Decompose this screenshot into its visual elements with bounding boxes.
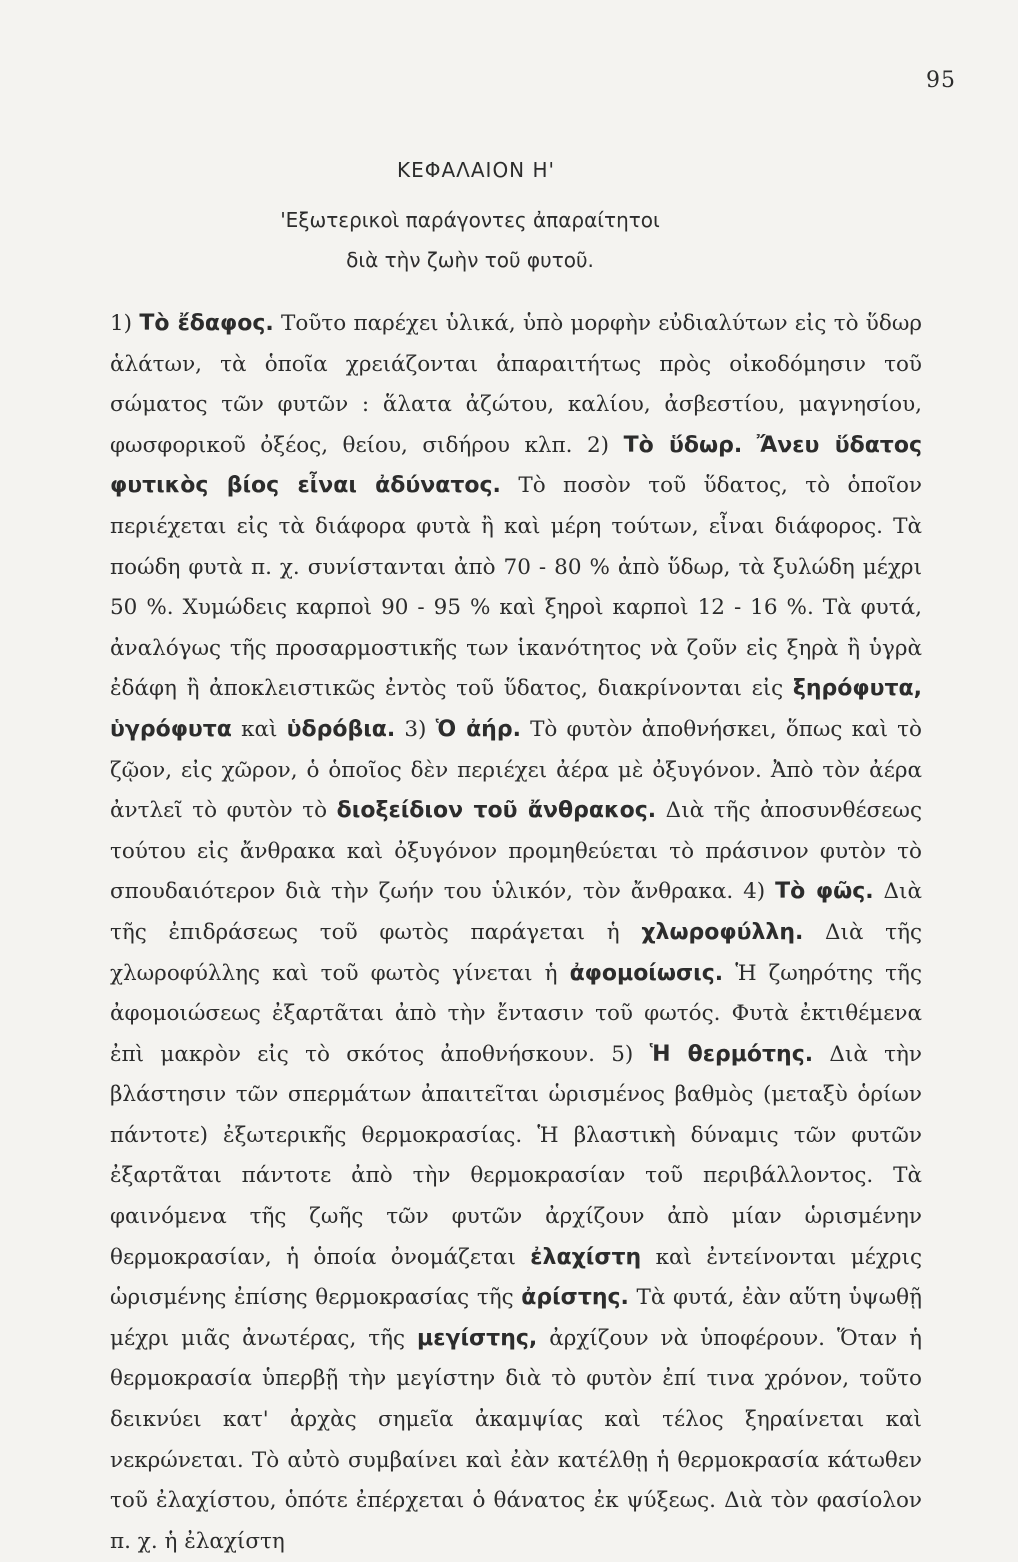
section-5-text-3: Τὰ φυτά, ἐὰν αὕτη ὑψωθῇ μέχρι μιᾶς ἀνωτέρας, τῆς bbox=[110, 1285, 922, 1351]
section-5-term-maximum: μεγίστης, bbox=[417, 1325, 538, 1351]
section-2-term-aquatic: ὑδρόβια. bbox=[286, 716, 396, 742]
section-3-term-co2: διοξείδιον τοῦ ἄνθρακος. bbox=[336, 798, 657, 824]
section-2-heading: Τὸ ὕδωρ. bbox=[623, 432, 743, 458]
section-2-term-dry-wet: ξηρόφυτα, ὑγρόφυτα bbox=[110, 676, 922, 742]
section-3-text: Τὸ φυτὸν ἀποθνήσκει, ὅπως καὶ τὸ ζῷον, εἰς χῶρον, ὁ ὁποῖος δὲν περιέχει ἀέρα μὲ ὀξυγόνον. Ἀπὸ τὸν ἀέρα ἀντλεῖ τὸ φυτὸν τὸ bbox=[110, 716, 922, 824]
section-5-number: 5) bbox=[611, 1041, 650, 1067]
section-1-number: 1) bbox=[110, 311, 140, 336]
section-1-heading: Τὸ ἔδαφος. bbox=[139, 311, 274, 336]
section-4-heading: Τὸ φῶς. bbox=[775, 879, 874, 905]
section-2-text: Τὸ ποσὸν τοῦ ὕδατος, τὸ ὁποῖον περιέχεται εἰς τὰ διάφορα φυτὰ ἢ καὶ μέρη τούτων, εἶναι διάφορος. Τὰ ποώδη φυτὰ π. χ. συνίστανται ἀπὸ 70 - 80 % ἀπὸ ὕδωρ, τὰ ξυλώδη μέχρι 50 %. Χυμώδεις καρποὶ 90 - 95 % καὶ ξηροὶ καρποὶ 12 - 16 %. Τὰ φυτά, ἀναλόγως τῆς προσαρμοστικῆς των ἱκανότητος νὰ ζοῦν εἰς ξηρὰ ἢ ὑγρὰ ἐδάφη ἢ ἀποκλειστικῶς ἐντὸς τοῦ ὕδατος, διακρίνονται εἰς bbox=[110, 473, 922, 702]
section-4-term-assimilation: ἀφομοίωσις. bbox=[569, 960, 724, 986]
section-1-text: Τοῦτο παρέχει ὑλικά, ὑπὸ μορφὴν εὐδιαλύτων εἰς τὸ ὕδωρ ἁλάτων, τὰ ὁποῖα χρειάζονται ἀπαραιτήτως πρὸς οἰκοδόμησιν τοῦ σώματος τῶν φυτῶν : ἅλατα ἀζώτου, καλίου, ἀσβεστίου, μαγνησίου, φωσφορικοῦ ὀξέος, θείου, σιδήρου κλπ. bbox=[110, 311, 922, 458]
body-paragraph bbox=[110, 304, 922, 1562]
chapter-subtitle-line-1: 'Εξωτερικοὶ παράγοντες ἀπαραίτητοι bbox=[280, 208, 660, 232]
section-5-text: Διὰ τὴν βλάστησιν τῶν σπερμάτων ἀπαιτεῖται ὡρισμένος βαθμὸς (μεταξὺ ὁρίων πάντοτε) ἐξωτερικῆς θερμοκρασίας. Ἡ βλαστικὴ δύναμις τῶν φυτῶν ἐξαρτᾶται πάντοτε ἀπὸ τὴν θερμοκρασίαν τοῦ περιβάλλοντος. Τὰ φαινόμενα τῆς ζωῆς τῶν φυτῶν ἀρχίζουν ἀπὸ μίαν ὡρισμένην θερμοκρασίαν, ἡ ὁποία ὀνομάζεται bbox=[110, 1041, 922, 1270]
section-2-and: καὶ bbox=[231, 716, 287, 742]
section-4-term-chlorophyll: χλωροφύλλη. bbox=[641, 919, 804, 945]
section-3-heading: Ὁ ἀήρ. bbox=[435, 716, 521, 742]
section-2-spacer bbox=[742, 433, 757, 458]
section-4-text: Διὰ τῆς ἐπιδράσεως τοῦ φωτὸς παράγεται ἡ bbox=[110, 879, 923, 945]
chapter-title: ΚΕΦΑΛΑΙΟΝ Η' bbox=[397, 158, 556, 182]
section-4-text-2: Διὰ τῆς χλωροφύλλης καὶ τοῦ φωτὸς γίνεται ἡ bbox=[110, 919, 922, 986]
section-2-number: 2) bbox=[587, 432, 624, 458]
section-2-emphasis: Ἄνευ ὕδατος φυτικὸς βίος εἶναι ἀδύνατος. bbox=[110, 432, 922, 499]
section-3-number: 3) bbox=[395, 716, 436, 742]
section-3-text-2: Διὰ τῆς ἀποσυνθέσεως τούτου εἰς ἄνθρακα καὶ ὀξυγόνον προμηθεύεται τὸ πράσινον φυτὸν τὸ σπουδαιότερον διὰ τὴν ζωήν του ὑλικόν, τὸν ἄνθρακα. bbox=[110, 798, 922, 905]
section-5-term-minimum: ἐλαχίστη bbox=[530, 1244, 642, 1270]
section-5-text-2: καὶ ἐντείνονται μέχρις ὡρισμένης ἐπίσης θερμοκρασίας τῆς bbox=[110, 1244, 922, 1311]
section-5-term-optimum: ἀρίστης. bbox=[521, 1285, 629, 1311]
section-4-text-3: Ἡ ζωηρότης τῆς ἀφομοιώσεως ἐξαρτᾶται ἀπὸ τὴν ἔντασιν τοῦ φωτός. Φυτὰ ἐκτιθέμενα ἐπὶ μακρὸν εἰς τὸ σκότος ἀποθνήσκουν. bbox=[110, 960, 922, 1067]
section-5-heading: Ἡ θερμότης. bbox=[649, 1041, 814, 1067]
chapter-subtitle-line-2: διὰ τὴν ζωὴν τοῦ φυτοῦ. bbox=[346, 248, 594, 272]
section-5-text-4: ἀρχίζουν νὰ ὑποφέρουν. Ὅταν ἡ θερμοκρασία ὑπερβῇ τὴν μεγίστην διὰ τὸ φυτὸν ἐπί τινα χρόνον, τοῦτο δεικνύει κατ' ἀρχὰς σημεῖα ἀκαμψίας καὶ τέλος ξηραίνεται καὶ νεκρώνεται. Τὸ αὐτὸ συμβαίνει καὶ ἐὰν κατέλθῃ ἡ θερμοκρασία κάτωθεν τοῦ ἐλαχίστου, ὁπότε ἐπέρχεται ὁ θάνατος ἐκ ψύξεως. Διὰ τὸν φασίολον π. χ. ἡ ἐλαχίστη bbox=[110, 1325, 922, 1554]
page-number: 95 bbox=[926, 68, 956, 93]
section-4-number: 4) bbox=[743, 879, 776, 905]
